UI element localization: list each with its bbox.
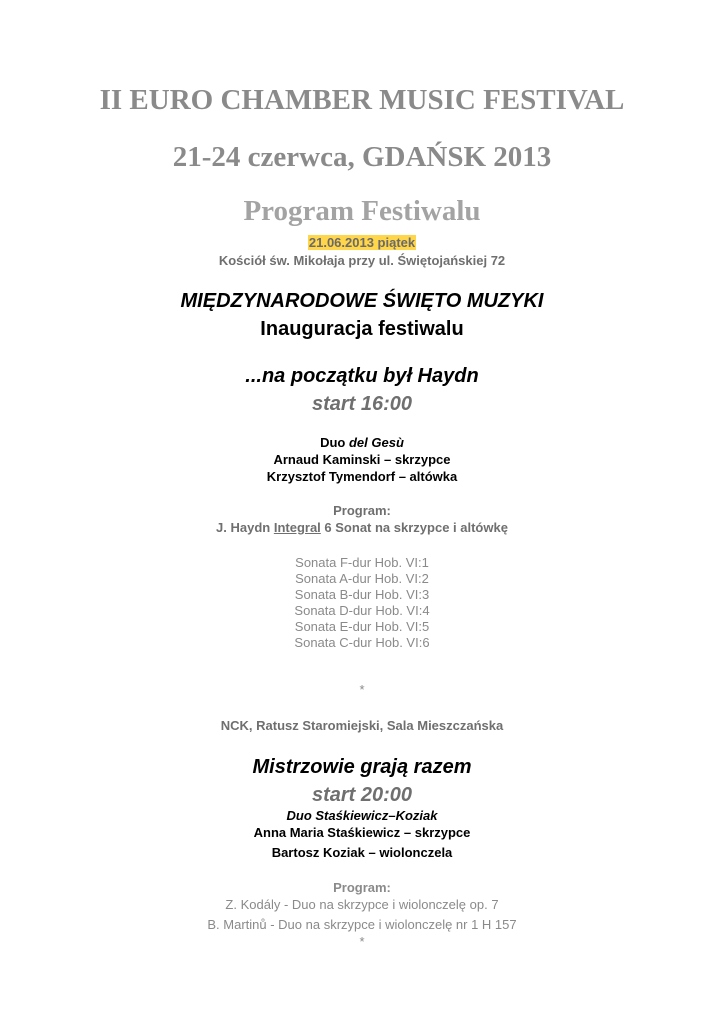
concert2-program-item: Z. Kodály - Duo na skrzypce i wiolonczelę op. 7	[225, 897, 499, 912]
concert2-venue: NCK, Ratusz Staromiejski, Sala Mieszczańska	[220, 718, 504, 733]
sonata-item: Sonata C-dur Hob. VI:6	[294, 635, 430, 650]
separator-asterisk: *	[359, 682, 365, 697]
program-prefix: J. Haydn	[216, 520, 274, 535]
concert2-program-item: B. Martinů - Duo na skrzypce i wiolonczelę nr 1 H 157	[207, 917, 517, 932]
concert2-title: Mistrzowie grają razem	[252, 756, 472, 778]
concert1-program-work	[0, 521, 724, 534]
concert2-performer: Anna Maria Staśkiewicz – skrzypce	[253, 825, 471, 840]
program-heading: Program Festiwalu	[243, 195, 481, 227]
sonata-item: Sonata B-dur Hob. VI:3	[294, 587, 430, 602]
concert2-performer: Bartosz Koziak – wiolonczela	[271, 845, 453, 860]
concert1-performer: Arnaud Kaminski – skrzypce	[273, 452, 451, 467]
program-underlined: Integral	[273, 520, 321, 535]
sonata-item: Sonata A-dur Hob. VI:2	[295, 571, 429, 586]
day1-date	[0, 236, 724, 249]
festival-dates: 21-24 czerwca, GDAŃSK 2013	[172, 141, 552, 173]
event-subtitle: Inauguracja festiwalu	[260, 318, 464, 340]
sonata-item: Sonata F-dur Hob. VI:1	[295, 555, 429, 570]
concert2-ensemble: Duo Staśkiewicz–Koziak	[286, 808, 438, 823]
day1-venue: Kościół św. Mikołaja przy ul. Świętojańskiej 72	[218, 253, 506, 268]
ensemble-prefix: Duo	[320, 435, 349, 450]
sonata-item: Sonata D-dur Hob. VI:4	[294, 603, 430, 618]
program-suffix: 6 Sonat na skrzypce i altówkę	[320, 520, 508, 535]
concert1-performer: Krzysztof Tymendorf – altówka	[266, 469, 458, 484]
concert2-program-label: Program:	[333, 880, 391, 895]
concert1-start: start 16:00	[311, 393, 413, 415]
ensemble-name: del Gesù	[348, 435, 404, 450]
event-title: MIĘDZYNARODOWE ŚWIĘTO MUZYKI	[180, 290, 544, 312]
concert2-start: start 20:00	[311, 784, 413, 806]
separator-asterisk: *	[359, 934, 365, 949]
concert1-program-label: Program:	[333, 503, 391, 518]
concert1-ensemble	[0, 436, 724, 449]
concert1-title: ...na początku był Haydn	[245, 365, 479, 387]
festival-title: II EURO CHAMBER MUSIC FESTIVAL	[99, 84, 625, 116]
sonata-item: Sonata E-dur Hob. VI:5	[294, 619, 430, 634]
date-highlight: 21.06.2013 piątek	[308, 235, 416, 250]
